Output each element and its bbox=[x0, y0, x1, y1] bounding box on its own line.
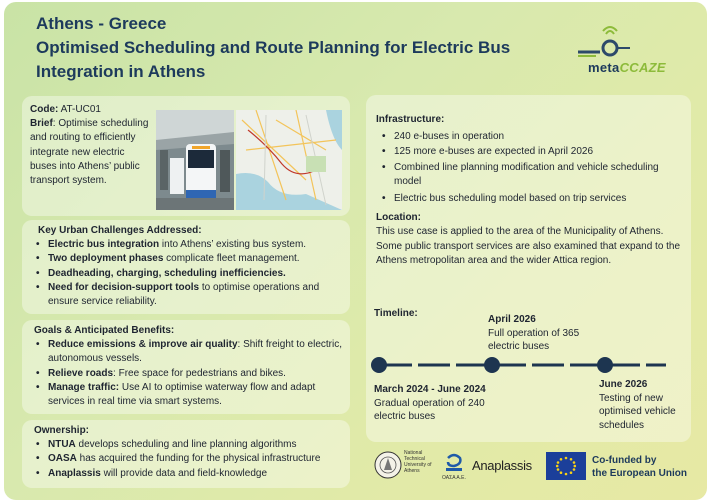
details-card bbox=[366, 95, 691, 442]
brief-card bbox=[22, 96, 350, 216]
list-item: • Relieve roads: Free space for pedestrians and bikes. bbox=[30, 367, 342, 381]
poster bbox=[4, 2, 707, 500]
metaccaze-logo bbox=[570, 26, 680, 78]
timeline-node bbox=[371, 357, 387, 373]
eu-flag-icon bbox=[546, 452, 586, 480]
list-item: • Two deployment phases complicate fleet management. bbox=[30, 252, 342, 266]
eu-funding-label: Co-funded by the European Union bbox=[592, 455, 687, 479]
location-text: This use case is applied to the area of the Municipality of Athens. Some public transport services are also examined that expand to the Athens metropolitan area and the wider Attica region. bbox=[376, 226, 681, 266]
challenges-list bbox=[22, 238, 350, 309]
brief-text: Code: AT-UC01 Brief: Optimise scheduling and routing to efficiently integrate new electric buses into Athens’ public transport system. bbox=[30, 104, 149, 187]
logo-text: metaCCAZE bbox=[588, 60, 666, 75]
goals-list bbox=[22, 338, 350, 409]
timeline-event-3: June 2026 Testing of new optimised vehicle schedules bbox=[599, 379, 676, 431]
timeline-node bbox=[597, 357, 613, 373]
location-heading: Location: bbox=[376, 212, 421, 224]
list-item: • Electric bus integration into Athens’ existing bus system. bbox=[30, 238, 342, 252]
list-item: • Need for decision-support tools to optimise operations and ensure service reliability. bbox=[30, 281, 342, 309]
ev-plug-icon bbox=[570, 26, 680, 62]
goals-heading: Goals & Anticipated Benefits: bbox=[34, 325, 175, 336]
list-item: • 240 e-buses in operation bbox=[376, 130, 682, 144]
list-item: • 125 more e-buses are expected in April 2026 bbox=[376, 145, 682, 159]
timeline-node bbox=[484, 357, 500, 373]
ownership-list bbox=[22, 438, 350, 481]
list-item: • Electric bus scheduling model based on trip services bbox=[376, 192, 682, 206]
ownership-heading: Ownership: bbox=[34, 425, 90, 436]
oasa-label: ΟΑΣΑ Α.Ε. bbox=[442, 475, 466, 481]
list-item: • Manage traffic: Use AI to optimise waterway flow and adapt services in real time via smart systems. bbox=[30, 381, 342, 409]
oasa-icon bbox=[442, 452, 466, 476]
bus-and-map-photos bbox=[156, 110, 342, 210]
ntua-label: National Technical University of Athens bbox=[404, 450, 432, 474]
timeline-heading: Timeline: bbox=[374, 308, 418, 319]
list-item: • Reduce emissions & improve air quality: Shift freight to electric, autonomous vessels. bbox=[30, 338, 342, 366]
anaplassis-logo: Anaplassis bbox=[472, 458, 532, 473]
timeline-event-2: April 2026 Full operation of 365 electric buses bbox=[488, 314, 580, 352]
ownership-card bbox=[22, 420, 350, 488]
list-item: • Combined line planning modification and vehicle scheduling model bbox=[376, 161, 682, 189]
challenges-card bbox=[22, 220, 350, 314]
list-item: • OASA has acquired the funding for the physical infrastructure bbox=[30, 452, 342, 466]
timeline bbox=[366, 95, 691, 442]
list-item: • Deadheading, charging, scheduling inefficiencies. bbox=[30, 267, 342, 281]
list-item: • NTUA develops scheduling and line planning algorithms bbox=[30, 438, 342, 452]
infrastructure-heading: Infrastructure: bbox=[376, 114, 445, 125]
list-item: • Anaplassis will provide data and field-knowledge bbox=[30, 467, 342, 481]
timeline-line bbox=[366, 353, 691, 377]
ntua-seal-icon bbox=[374, 450, 402, 480]
timeline-event-1: March 2024 - June 2024 Gradual operation of 240 electric buses bbox=[374, 384, 486, 422]
challenges-heading: Key Urban Challenges Addressed: bbox=[38, 225, 202, 236]
page-title: Athens - Greece Optimised Scheduling and Route Planning for Electric Bus Integration in Athens bbox=[36, 14, 511, 81]
partner-logos bbox=[374, 448, 696, 488]
goals-card bbox=[22, 320, 350, 414]
